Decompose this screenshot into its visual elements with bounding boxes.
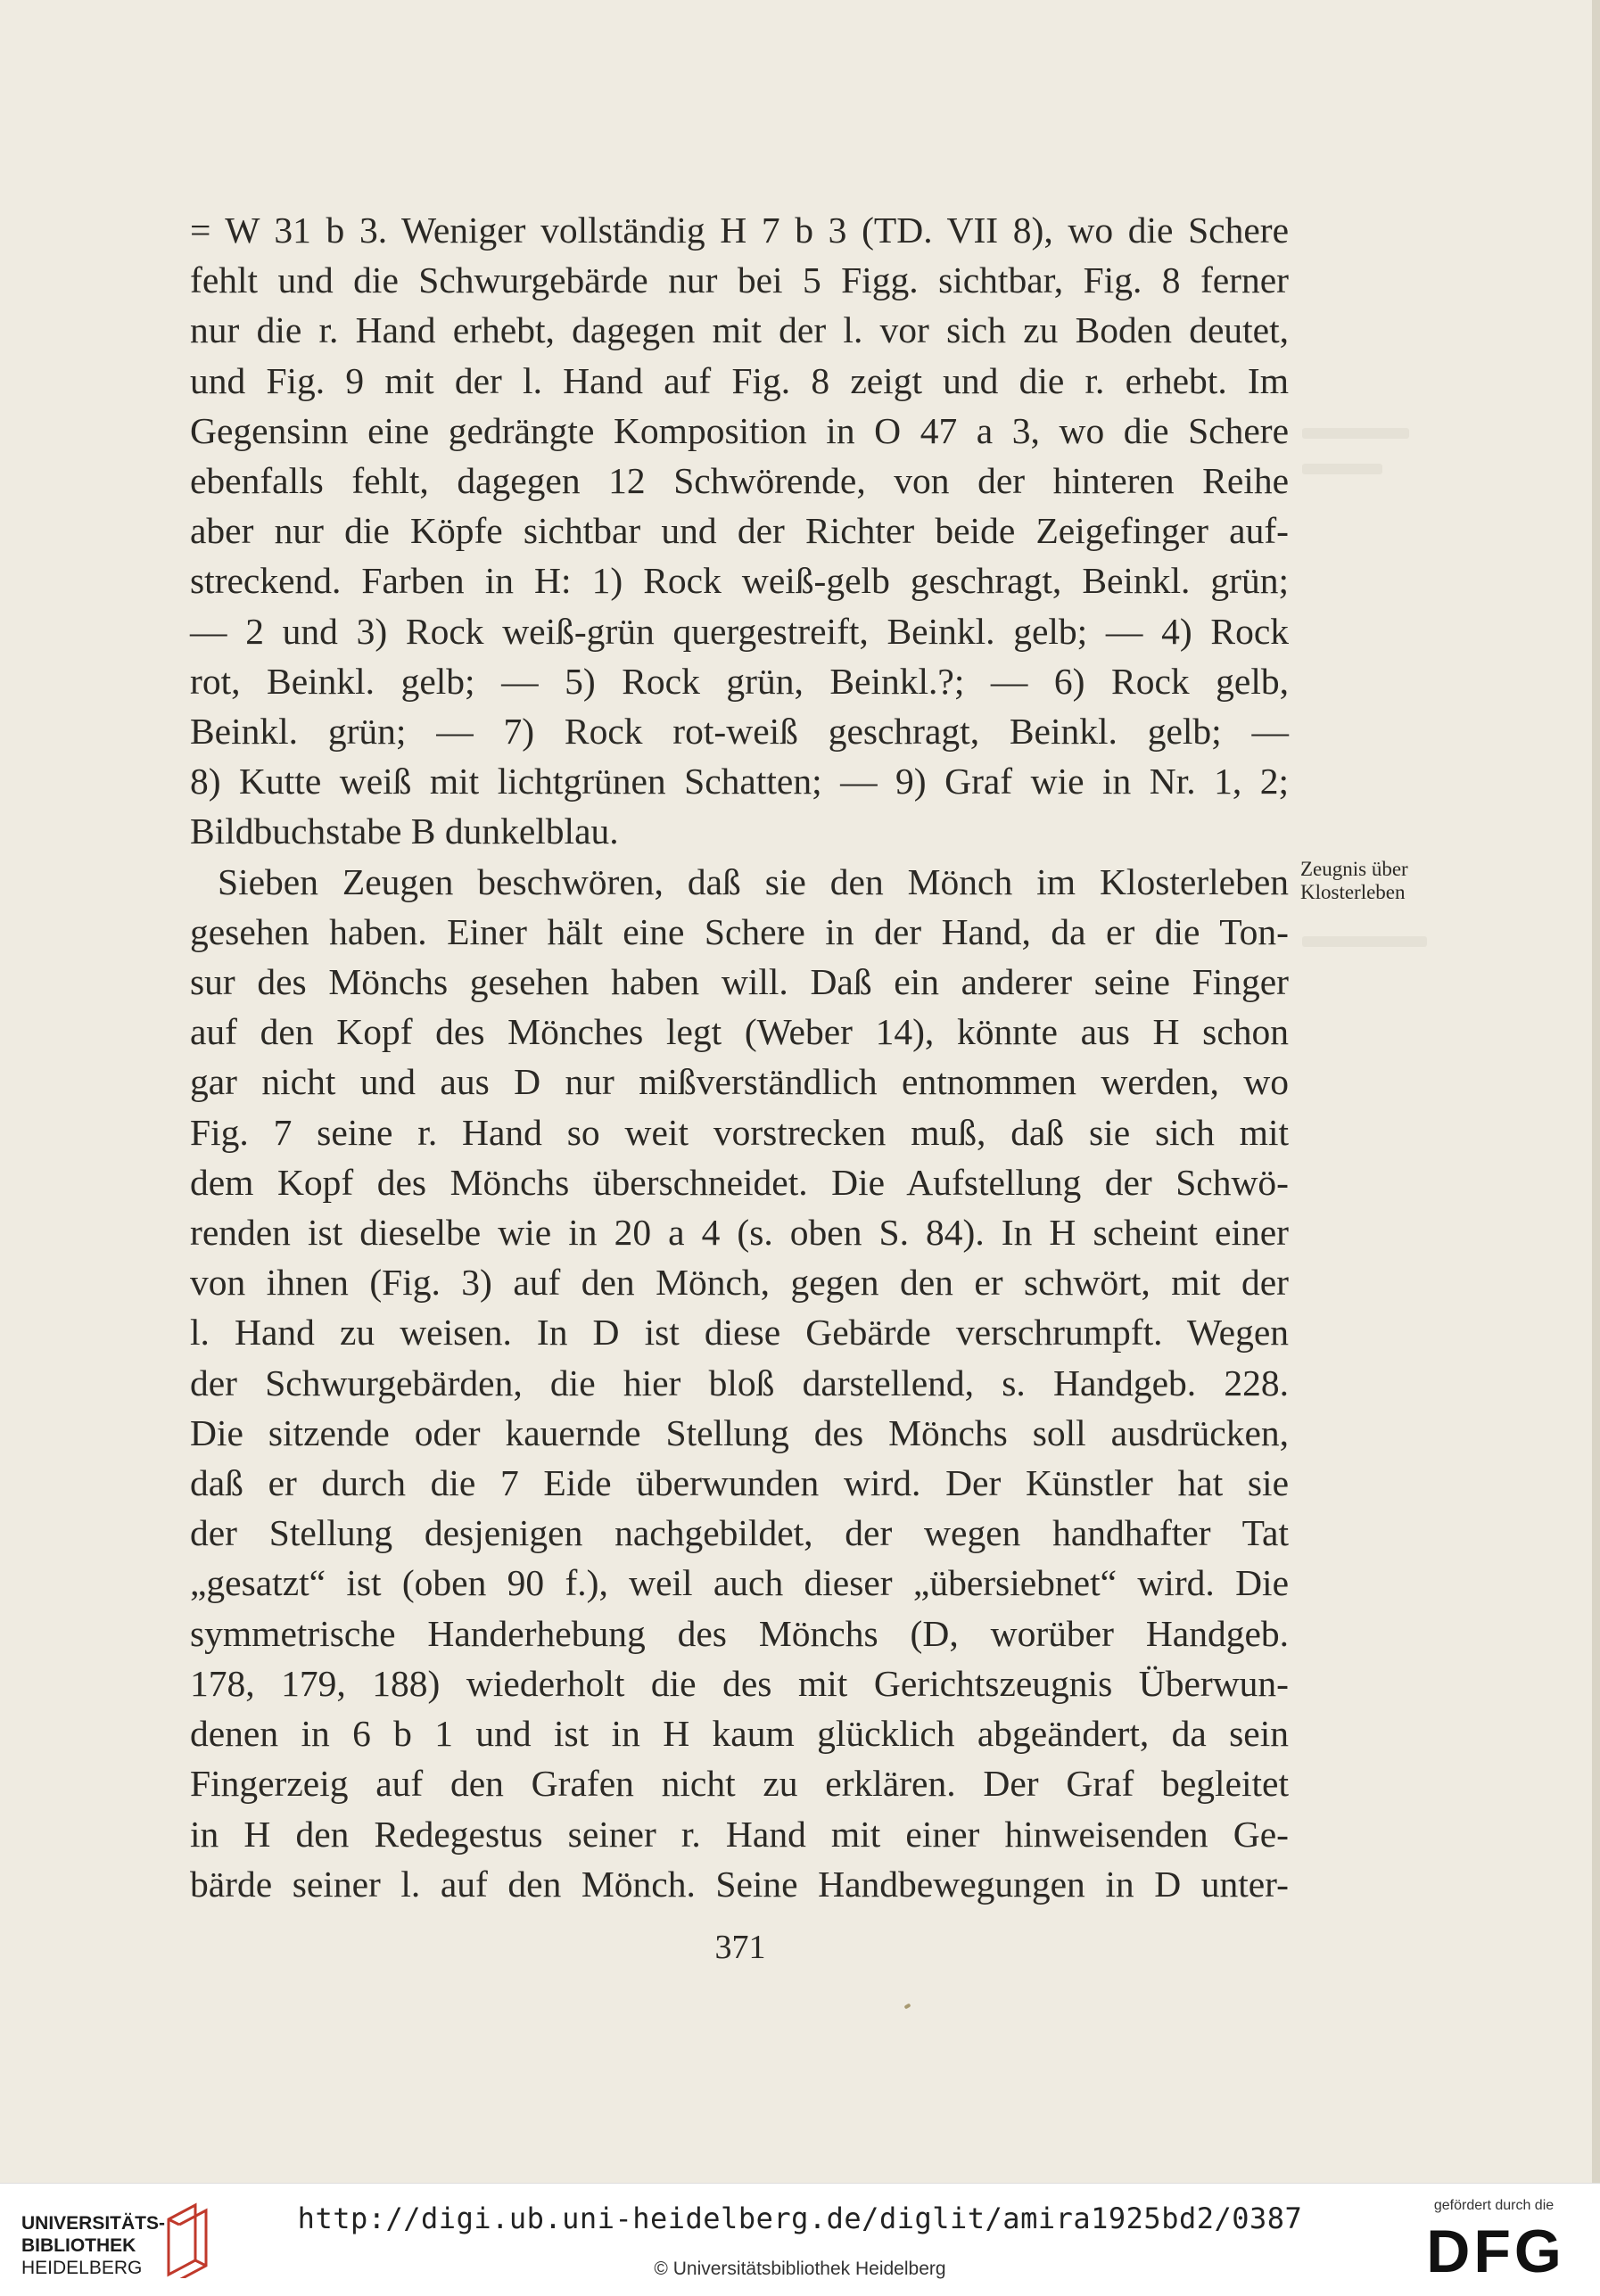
text-line: gar nicht und aus D nur mißverständlich entnommen werden, wo [190,1061,1289,1103]
text-line: bärde seiner l. auf den Mönch. Seine Handbewegungen in D unter- [190,1863,1289,1905]
library-name-line: HEIDELBERG [21,2258,143,2278]
text-line: gesehen haben. Einer hält eine Schere in der Hand, da er die Ton- [190,910,1289,952]
text-line: nur die r. Hand erhebt, dagegen mit der l. vor sich zu Boden deutet, [190,309,1289,351]
text-line: Bildbuchstabe B dunkelblau. [190,811,619,852]
margin-note [1300,858,1452,904]
text-line: = W 31 b 3. Weniger vollständig H 7 b 3 (TD. VII 8), wo die Schere [190,210,1289,251]
library-name-line: BIBLIOTHEK [21,2235,136,2256]
text-line: 178, 179, 188) wiederholt die des mit Gerichtszeugnis Überwun- [190,1662,1289,1704]
text-line: und Fig. 9 mit der l. Hand auf Fig. 8 zeigt und die r. erhebt. Im [190,359,1289,401]
text-line: Die sitzende oder kauernde Stellung des Mönchs soll ausdrücken, [190,1411,1289,1453]
text-line: l. Hand zu weisen. In D ist diese Gebärde verschrumpft. Wegen [190,1312,1289,1354]
library-name-line: UNIVERSITÄTS- [21,2213,166,2234]
text-line: dem Kopf des Mönchs überschneidet. Die Aufstellung der Schwö- [190,1161,1289,1203]
body-text [190,205,1289,1909]
text-line: aber nur die Köpfe sichtbar und der Richter beide Zeigefinger auf- [190,510,1289,552]
text-line: der Schwurgebärden, die hier bloß darstellend, s. Handgeb. 228. [190,1362,1289,1403]
text-line: der Stellung desjenigen nachgebildet, der wegen handhafter Tat [190,1512,1289,1554]
text-line: ebenfalls fehlt, dagegen 12 Schwörende, von der hinteren Reihe [190,460,1289,502]
text-line: Sieben Zeugen beschwören, daß sie den Mönch im Klosterleben [218,860,1289,902]
text-line: fehlt und die Schwurgebärde nur bei 5 Figg. sichtbar, Fig. 8 ferner [190,259,1289,301]
permalink-url[interactable]: http://digi.ub.uni-heidelberg.de/diglit/amira1925bd2/0387 [297,2201,1303,2235]
text-line: symmetrische Handerhebung des Mönchs (D, worüber Handgeb. [190,1612,1289,1654]
text-line: Fig. 7 seine r. Hand so weit vorstrecken muß, daß sie sich mit [190,1111,1289,1153]
text-line: von ihnen (Fig. 3) auf den Mönch, gegen den er schwört, mit der [190,1262,1289,1304]
text-line: — 2 und 3) Rock weiß-grün quergestreift, Beinkl. gelb; — 4) Rock [190,610,1289,652]
dfg-logo[interactable]: DFG [1426,2218,1565,2285]
text-line: streckend. Farben in H: 1) Rock weiß-gelb geschragt, Beinkl. grün; [190,560,1289,602]
margin-note-line: Klosterleben [1300,881,1406,903]
bleed-through-mark [1302,464,1382,474]
page-edge [1592,0,1600,2183]
bleed-through-mark [1302,428,1409,439]
funding-label: gefördert durch die [1433,2198,1555,2213]
text-line: 8) Kutte weiß mit lichtgrünen Schatten; — 9) Graf wie in Nr. 1, 2; [190,761,1289,802]
page-number: 371 [714,1929,766,1966]
text-line: renden ist dieselbe wie in 20 a 4 (s. oben S. 84). In H scheint einer [190,1212,1289,1254]
text-line: auf den Kopf des Mönches legt (Weber 14), könnte aus H schon [190,1011,1289,1053]
text-line: Fingerzeig auf den Grafen nicht zu erklären. Der Graf begleitet [190,1763,1289,1805]
text-line: Gegensinn eine gedrängte Komposition in O 47 a 3, wo die Schere [190,409,1289,451]
text-line: rot, Beinkl. gelb; — 5) Rock grün, Beinkl.?; — 6) Rock gelb, [190,660,1289,702]
text-line: „gesatzt“ ist (oben 90 f.), weil auch dieser „übersiebnet“ wird. Die [190,1562,1289,1604]
text-line: Beinkl. grün; — 7) Rock rot-weiß geschragt, Beinkl. gelb; — [190,711,1289,753]
viewer-footer [0,2183,1600,2296]
text-line: sur des Mönchs gesehen haben will. Daß ein anderer seine Finger [190,961,1289,1003]
text-line: daß er durch die 7 Eide überwunden wird. Der Künstler hat sie [190,1462,1289,1504]
text-line: in H den Redegestus seiner r. Hand mit einer hinweisenden Ge- [190,1813,1289,1855]
copyright-notice: © Universitätsbibliothek Heidelberg [654,2259,946,2279]
text-line: denen in 6 b 1 und ist in H kaum glücklich abgeändert, da sein [190,1713,1289,1755]
bleed-through-mark [1302,936,1427,947]
margin-note-line: Zeugnis über [1300,858,1408,880]
ink-speck [903,2004,911,2010]
